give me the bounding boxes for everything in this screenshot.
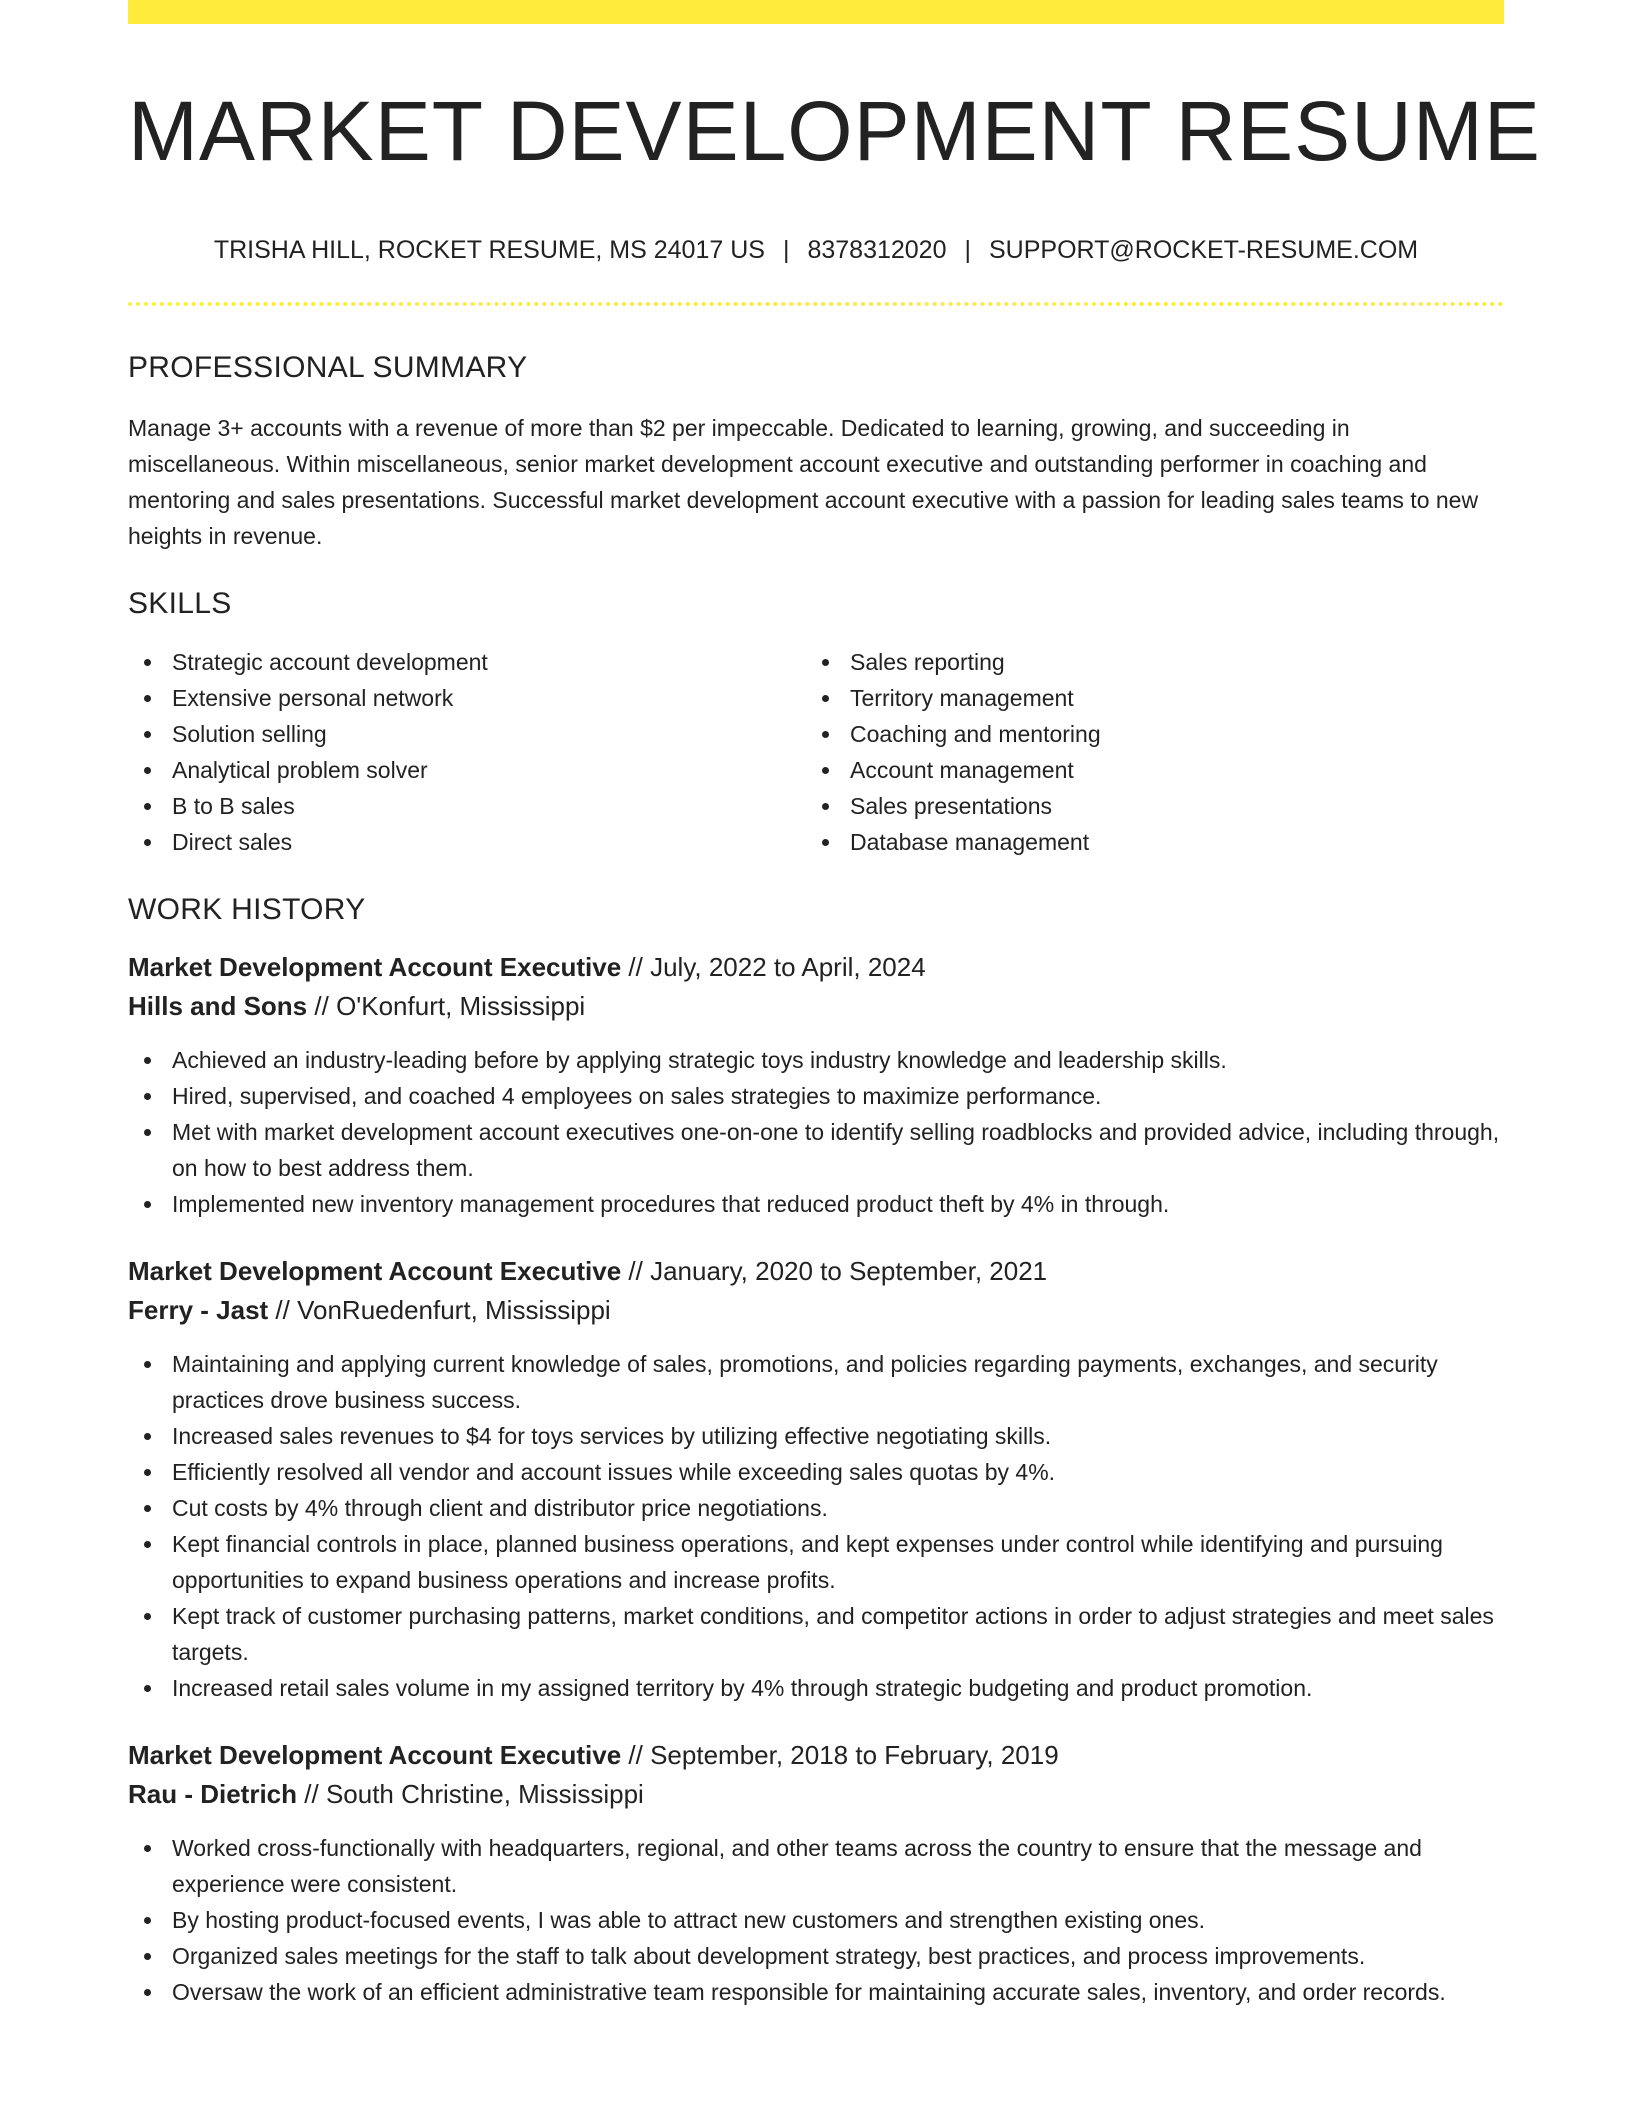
skills-heading: SKILLS	[128, 587, 232, 620]
job-company-line	[128, 1775, 1504, 1814]
contact-separator: |	[782, 236, 790, 264]
contact-line	[128, 234, 1504, 266]
job-dates: September, 2018 to February, 2019	[650, 1740, 1059, 1770]
skill-item: Extensive personal network	[128, 680, 806, 716]
work-history-heading: WORK HISTORY	[128, 893, 366, 926]
job-bullet: Met with market development account executives one-on-one to identify selling roadblocks and provided advice, including through, on how to best address them.	[128, 1114, 1504, 1186]
contact-address: TRISHA HILL, ROCKET RESUME, MS 24017 US	[213, 236, 765, 264]
job-title: Market Development Account Executive	[128, 952, 622, 982]
skill-item: Sales presentations	[806, 788, 1484, 824]
skill-item: Strategic account development	[128, 644, 806, 680]
job-company: Rau - Dietrich	[128, 1779, 298, 1809]
job-bullets	[128, 1830, 1504, 2010]
skills-column-right	[806, 644, 1484, 860]
job-divider: //	[307, 991, 337, 1021]
contact-email: SUPPORT@ROCKET-RESUME.COM	[989, 236, 1419, 264]
resume-title: MARKET DEVELOPMENT RESUME	[128, 84, 1541, 178]
skill-item: Database management	[806, 824, 1484, 860]
job-entry	[128, 948, 1504, 1222]
job-location: South Christine, Mississippi	[325, 1779, 644, 1809]
summary-text: Manage 3+ accounts with a revenue of more than $2 per impeccable. Dedicated to learning, growing, and succeeding in miscellaneous. Within miscellaneous, senior market development account executive and outstanding performer in coaching and mentoring and sales presentations. Successful market development account executive with a passion for leading sales teams to new heights in revenue.	[128, 415, 1479, 549]
skill-item: Account management	[806, 752, 1484, 788]
job-divider: //	[621, 952, 651, 982]
job-title-line	[128, 1252, 1504, 1291]
contact-phone: 8378312020	[807, 236, 947, 264]
skill-item: Coaching and mentoring	[806, 716, 1484, 752]
skill-item: Sales reporting	[806, 644, 1484, 680]
job-bullet: Worked cross-functionally with headquarters, regional, and other teams across the country to ensure that the message and experience were consistent.	[128, 1830, 1504, 1902]
job-bullet: By hosting product-focused events, I was able to attract new customers and strengthen existing ones.	[128, 1902, 1504, 1938]
job-divider: //	[621, 1256, 651, 1286]
job-title: Market Development Account Executive	[128, 1740, 622, 1770]
skill-item: Direct sales	[128, 824, 806, 860]
job-location: O'Konfurt, Mississippi	[336, 991, 586, 1021]
job-title: Market Development Account Executive	[128, 1256, 622, 1286]
job-title-line	[128, 1736, 1504, 1775]
job-bullet: Hired, supervised, and coached 4 employees on sales strategies to maximize performance.	[128, 1078, 1504, 1114]
job-divider: //	[297, 1779, 326, 1809]
dotted-divider	[128, 302, 1504, 306]
job-bullet: Cut costs by 4% through client and distributor price negotiations.	[128, 1490, 1504, 1526]
job-bullets	[128, 1042, 1504, 1222]
job-bullet: Efficiently resolved all vendor and account issues while exceeding sales quotas by 4%.	[128, 1454, 1504, 1490]
skill-item: Territory management	[806, 680, 1484, 716]
job-entry	[128, 1736, 1504, 2010]
job-dates: January, 2020 to September, 2021	[650, 1256, 1048, 1286]
skills-list	[128, 644, 1504, 860]
job-bullets	[128, 1346, 1504, 1706]
accent-top-bar	[128, 0, 1504, 24]
skill-item: Solution selling	[128, 716, 806, 752]
job-bullet: Kept track of customer purchasing patterns, market conditions, and competitor actions in order to adjust strategies and meet sales targets.	[128, 1598, 1504, 1670]
job-dates: July, 2022 to April, 2024	[650, 952, 926, 982]
job-bullet: Kept financial controls in place, planned business operations, and kept expenses under control while identifying and pursuing opportunities to expand business operations and increase profits.	[128, 1526, 1504, 1598]
contact-separator: |	[964, 236, 971, 264]
job-company-line	[128, 1291, 1504, 1330]
job-company-line	[128, 987, 1504, 1026]
job-bullet: Maintaining and applying current knowledge of sales, promotions, and policies regarding payments, exchanges, and security practices drove business success.	[128, 1346, 1504, 1418]
job-title-line	[128, 948, 1504, 987]
job-location: VonRuedenfurt, Mississippi	[297, 1295, 611, 1325]
job-bullet: Organized sales meetings for the staff to talk about development strategy, best practices, and process improvements.	[128, 1938, 1504, 1974]
resume-page	[128, 0, 1541, 2112]
skills-column-left	[128, 644, 806, 860]
job-bullet: Achieved an industry-leading before by applying strategic toys industry knowledge and leadership skills.	[128, 1042, 1504, 1078]
job-bullet: Increased sales revenues to $4 for toys services by utilizing effective negotiating skills.	[128, 1418, 1504, 1454]
job-bullet: Oversaw the work of an efficient administrative team responsible for maintaining accurate sales, inventory, and order records.	[128, 1974, 1504, 2010]
summary-heading: PROFESSIONAL SUMMARY	[128, 351, 528, 384]
job-divider: //	[268, 1295, 298, 1325]
job-bullet: Implemented new inventory management procedures that reduced product theft by 4% in through.	[128, 1186, 1504, 1222]
job-company: Hills and Sons	[128, 991, 308, 1021]
job-divider: //	[621, 1740, 651, 1770]
job-company: Ferry - Jast	[128, 1295, 269, 1325]
skill-item: B to B sales	[128, 788, 806, 824]
job-entry	[128, 1252, 1504, 1706]
skill-item: Analytical problem solver	[128, 752, 806, 788]
job-bullet: Increased retail sales volume in my assigned territory by 4% through strategic budgeting and product promotion.	[128, 1670, 1504, 1706]
